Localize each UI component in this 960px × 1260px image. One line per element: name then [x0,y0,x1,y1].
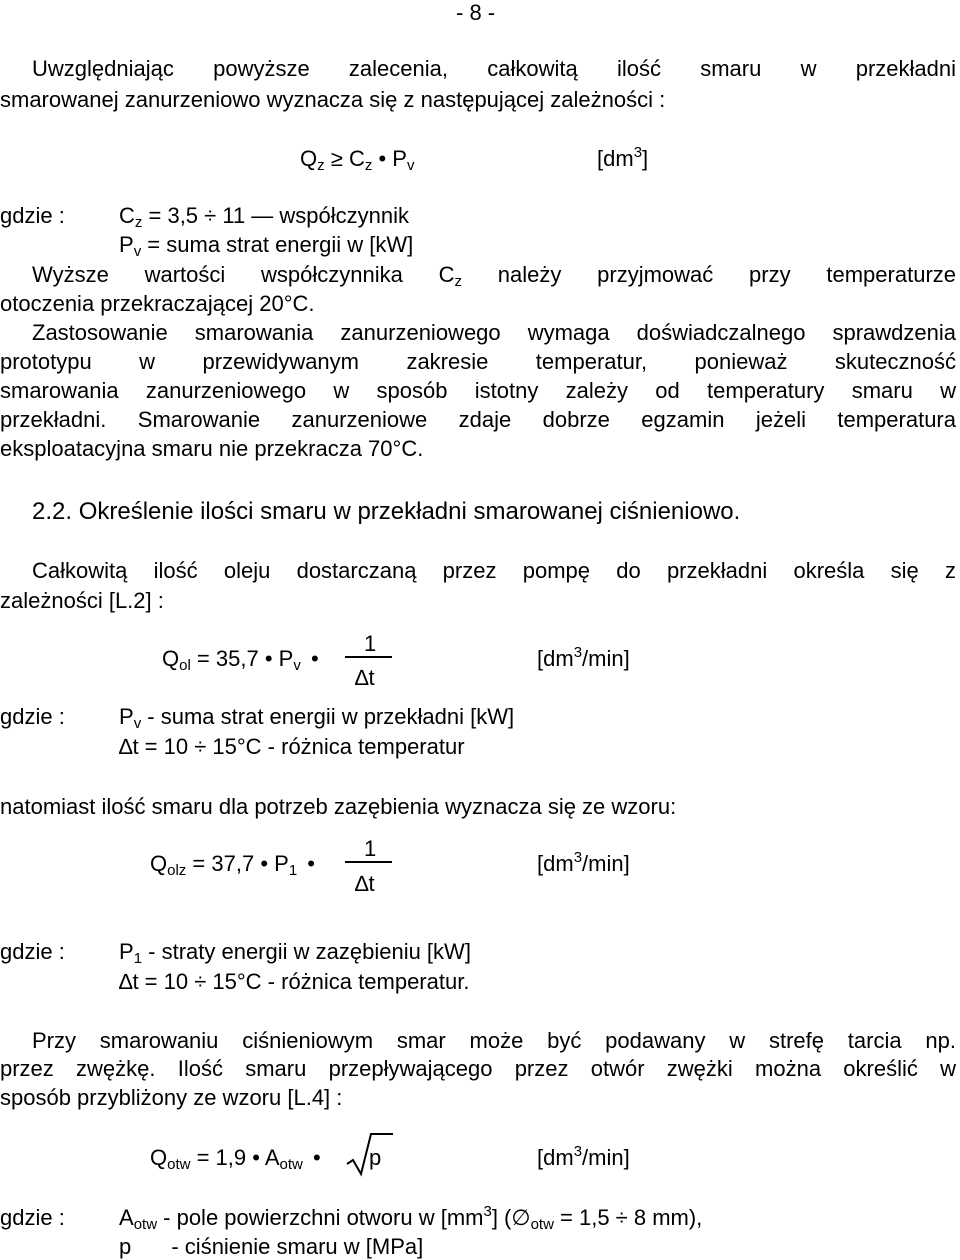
where-label-4: gdzie : [0,1205,65,1230]
para1-line-1: Wyższe wartości współczynnika $C_z$ należy przyjmować przy temperaturze [32,262,957,290]
para2-line-2: prototypu w przewidywanym zakresie temperatur, ponieważ skuteczność [0,349,956,374]
section-heading: 2.2. Określenie ilości smaru w przekładni smarowanej ciśnieniowo. [32,498,741,525]
dot-operator: • [378,146,387,171]
para2-line-5: eksploatacyjna smaru nie przekracza 70°C. [0,436,424,461]
fraction-bar [345,656,392,658]
dot-operator: • [264,646,273,671]
where2-line-2: ∆t = 10 ÷ 15°C - różnica temperatur [119,734,465,759]
formula-qz-unit: $[dm^3]$ [597,144,649,171]
intro-line-1: Uwzględniając powyższe zalecenia, całkowitą ilość smaru w przekładni [32,56,956,81]
para3-line-2: zależności [L.2] : [0,588,164,613]
para2-line-4: przekładni. Smarowanie zanurzeniowe zdaje dobrze egzamin jeżeli temperatura [0,407,956,432]
formula-qotw: $Q_{otw} = 1,9$ • $A_{otw}$ • [150,1145,321,1173]
intro-line-2: smarowanej zanurzeniowo wyznacza się z następującej zależności : [0,87,666,112]
dot-operator: • [313,1145,321,1170]
para4-line-1: natomiast ilość smaru dla potrzeb zazębienia wyznacza się ze wzoru: [0,794,677,819]
where3-line-1: $P_1$ - straty energii w zazębieniu [kW] [119,939,471,967]
para5-line-2: przez zwężkę. Ilość smaru przepływającego przez otwór zwężki można określić w [0,1056,956,1081]
para2-line-1: Zastosowanie smarowania zanurzeniowego wymaga doświadczalnego sprawdzenia [32,320,956,345]
where1-line-1: $C_z = 3,5 \div 11$ — współczynnik [119,203,410,231]
fraction-bar [345,861,392,863]
where3-line-2: ∆t = 10 ÷ 15°C - różnica temperatur. [119,969,470,994]
where-label-2: gdzie : [0,704,65,729]
formula-qolz: $Q_{olz} = 37,7$ • $P_1$ • [150,851,315,879]
page-number: - 8 - [456,0,496,25]
formula-qz: $Q_z \ge C_z$ • $P_v$ [300,146,415,174]
radicand: p [369,1145,382,1170]
para1-line-2: otoczenia przekraczającej 20°C. [0,291,315,316]
where-label-3: gdzie : [0,939,65,964]
dot-operator: • [260,851,269,876]
where-label-1: gdzie : [0,203,65,228]
formula-qotw-unit: $[dm^3/\min]$ [537,1143,630,1170]
fraction-denominator: ∆t [355,871,375,896]
fraction-numerator: 1 [364,836,377,861]
ge-symbol: ≥ [330,146,343,171]
where2-line-1: $P_v$ - suma strat energii w przekładni [kW] [119,704,515,732]
para2-line-3: smarowania zanurzeniowego w sposób istotny zależy od temperatury smaru w [0,378,956,403]
para5-line-3: sposób przybliżony ze wzoru [L.4] : [0,1085,343,1110]
dot-operator: • [307,851,315,876]
dot-operator: • [310,646,319,671]
para5-line-1: Przy smarowaniu ciśnieniowym smar może być podawany w strefę tarcia np. [32,1028,956,1053]
dot-operator: • [252,1145,260,1170]
formula-qolz-unit: $[dm^3/\min]$ [537,849,630,876]
formula-qol-unit: $[dm^3/\min]$ [537,644,630,671]
diameter-icon: ∅ [511,1205,531,1230]
where4-line-1: $A_{otw}$ - pole powierzchni otworu w $[mm^3]$ ($\emptyset_{otw} = 1,5 \div 8$ mm), [119,1203,703,1233]
para3-line-1: Całkowitą ilość oleju dostarczaną przez pompę do przekładni określa się z [32,558,956,583]
fraction-numerator: 1 [364,631,377,656]
where1-line-2: $P_v$ = suma strat energii w [kW] [119,232,414,260]
fraction-denominator: ∆t [355,665,375,690]
formula-qol: $Q_{ol} = 35,7$ • $P_v$ • [162,646,319,674]
where4-line-2: p - ciśnienie smaru w [MPa] [119,1234,424,1259]
